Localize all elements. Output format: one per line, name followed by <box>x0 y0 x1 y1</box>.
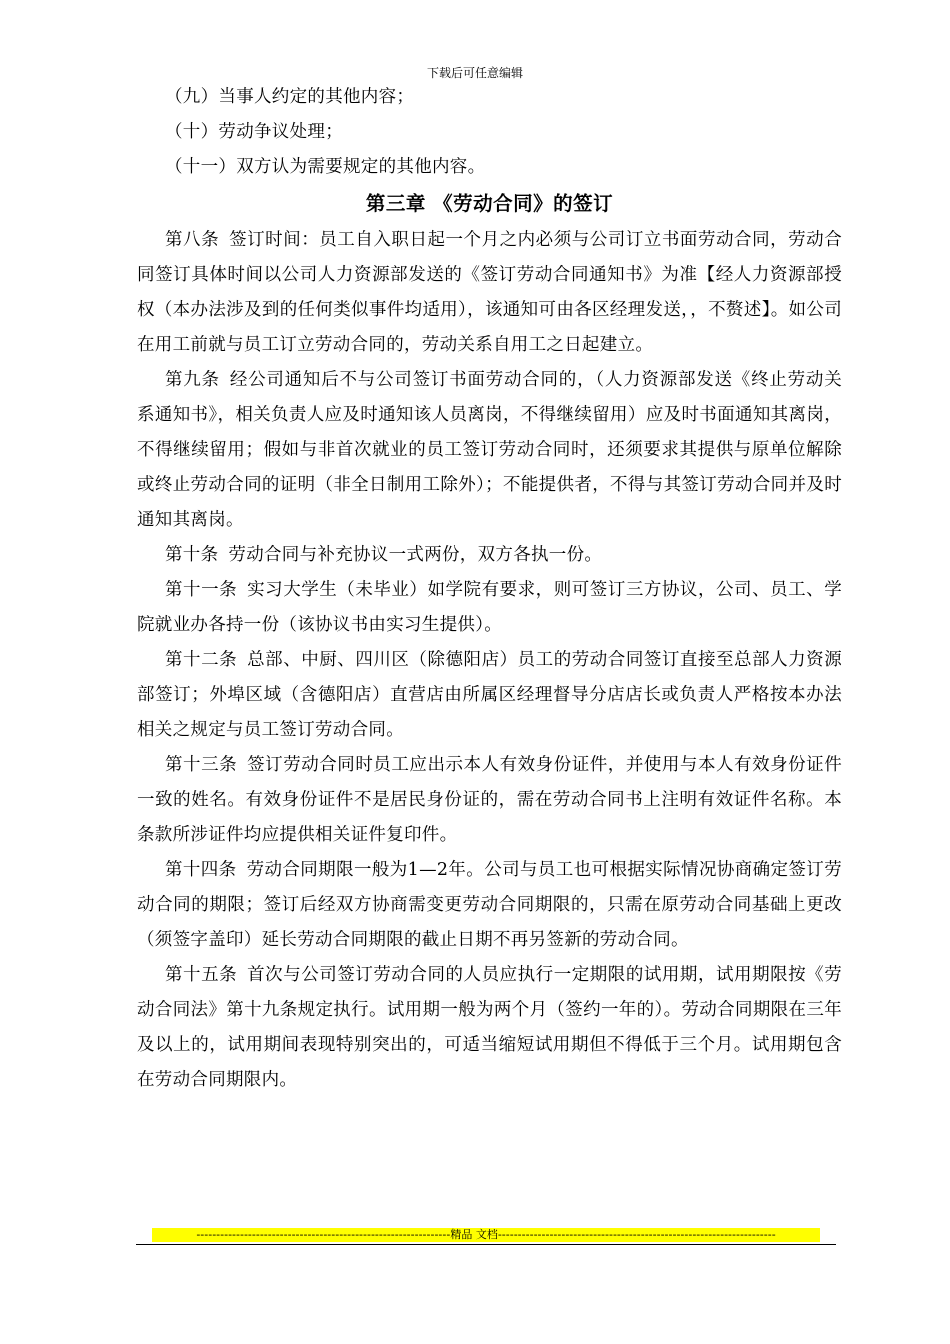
article-number: 第十一条 <box>165 580 238 600</box>
article-text: 总部、中厨、四川区（除德阳店）员工的劳动合同签订直接至总部人力资源部签订；外埠区域（含德阳店）直营店由所属区经理督导分店店长或负责人严格按本办法相关之规定与员工签订劳动合同。 <box>137 650 842 740</box>
article-10 <box>137 538 842 573</box>
article-12 <box>137 643 842 748</box>
article-number: 第十四条 <box>165 860 237 880</box>
article-number: 第十三条 <box>165 755 238 775</box>
article-number: 第八条 <box>165 230 220 250</box>
article-text: 首次与公司签订劳动合同的人员应执行一定期限的试用期，试用期限按《劳动合同法》第十九条规定执行。试用期一般为两个月（签约一年的）。劳动合同期限在三年及以上的，试用期间表现特别突出的，可适当缩短试用期但不得低于三个月。试用期包含在劳动合同期限内。 <box>137 965 842 1090</box>
article-14 <box>137 853 842 958</box>
article-text: 签订劳动合同时员工应出示本人有效身份证件，并使用与本人有效身份证件一致的姓名。有效身份证件不是居民身份证的，需在劳动合同书上注明有效证件名称。本条款所涉证件均应提供相关证件复印件。 <box>137 755 842 845</box>
article-text: 经公司通知后不与公司签订书面劳动合同的，（人力资源部发送《终止劳动关系通知书》，相关负责人应及时通知该人员离岗，不得继续留用）应及时书面通知其离岗，不得继续留用；假如与非首次就业的员工签订劳动合同时，还须要求其提供与原单位解除或终止劳动合同的证明（非全日制用工除外）；不能提供者，不得与其签订劳动合同并及时通知其离岗。 <box>137 370 842 530</box>
article-13 <box>137 748 842 853</box>
article-text: 实习大学生（未毕业）如学院有要求，则可签订三方协议，公司、员工、学院就业办各持一份（该协议书由实习生提供）。 <box>137 580 842 635</box>
article-15 <box>137 958 842 1098</box>
article-text: 劳动合同与补充协议一式两份，双方各执一份。 <box>228 545 603 565</box>
article-9 <box>137 363 842 538</box>
list-item-10: （十）劳动争议处理； <box>165 122 343 142</box>
article-text: 劳动合同期限一般为1—2年。公司与员工也可根据实际情况协商确定签订劳动合同的期限；签订后经双方协商需变更劳动合同期限的，只需在原劳动合同基础上更改（须签字盖印）延长劳动合同期限的截止日期不再另签新的劳动合同。 <box>137 860 843 950</box>
header-note: 下载后可任意编辑 <box>426 66 523 80</box>
article-text: 签订时间：员工自入职日起一个月之内必须与公司订立书面劳动合同，劳动合同签订具体时间以公司人力资源部发送的《签订劳动合同通知书》为准【经人力资源部授权（本办法涉及到的任何类似事件均适用），该通知可由各区经理发送，，不赘述】。如公司在用工前就与员工订立劳动合同的，劳动关系自用工之日起建立。 <box>137 230 842 355</box>
chapter-title: 第三章 《劳动合同》的签订 <box>365 192 614 215</box>
list-item-9: （九）当事人约定的其他内容； <box>165 87 415 107</box>
article-11 <box>137 573 842 643</box>
footer-divider <box>136 1244 836 1245</box>
list-item-11: （十一）双方认为需要规定的其他内容。 <box>165 157 486 177</box>
article-number: 第十二条 <box>165 650 238 670</box>
article-8 <box>137 223 842 363</box>
document-body <box>137 80 842 1098</box>
footer-highlight-bar: ----------------------------------------------------------------精品 文档---------------------------------------------------------------------- <box>152 1228 820 1242</box>
article-number: 第十五条 <box>165 965 238 985</box>
article-number: 第十条 <box>165 545 219 565</box>
article-number: 第九条 <box>165 370 220 390</box>
